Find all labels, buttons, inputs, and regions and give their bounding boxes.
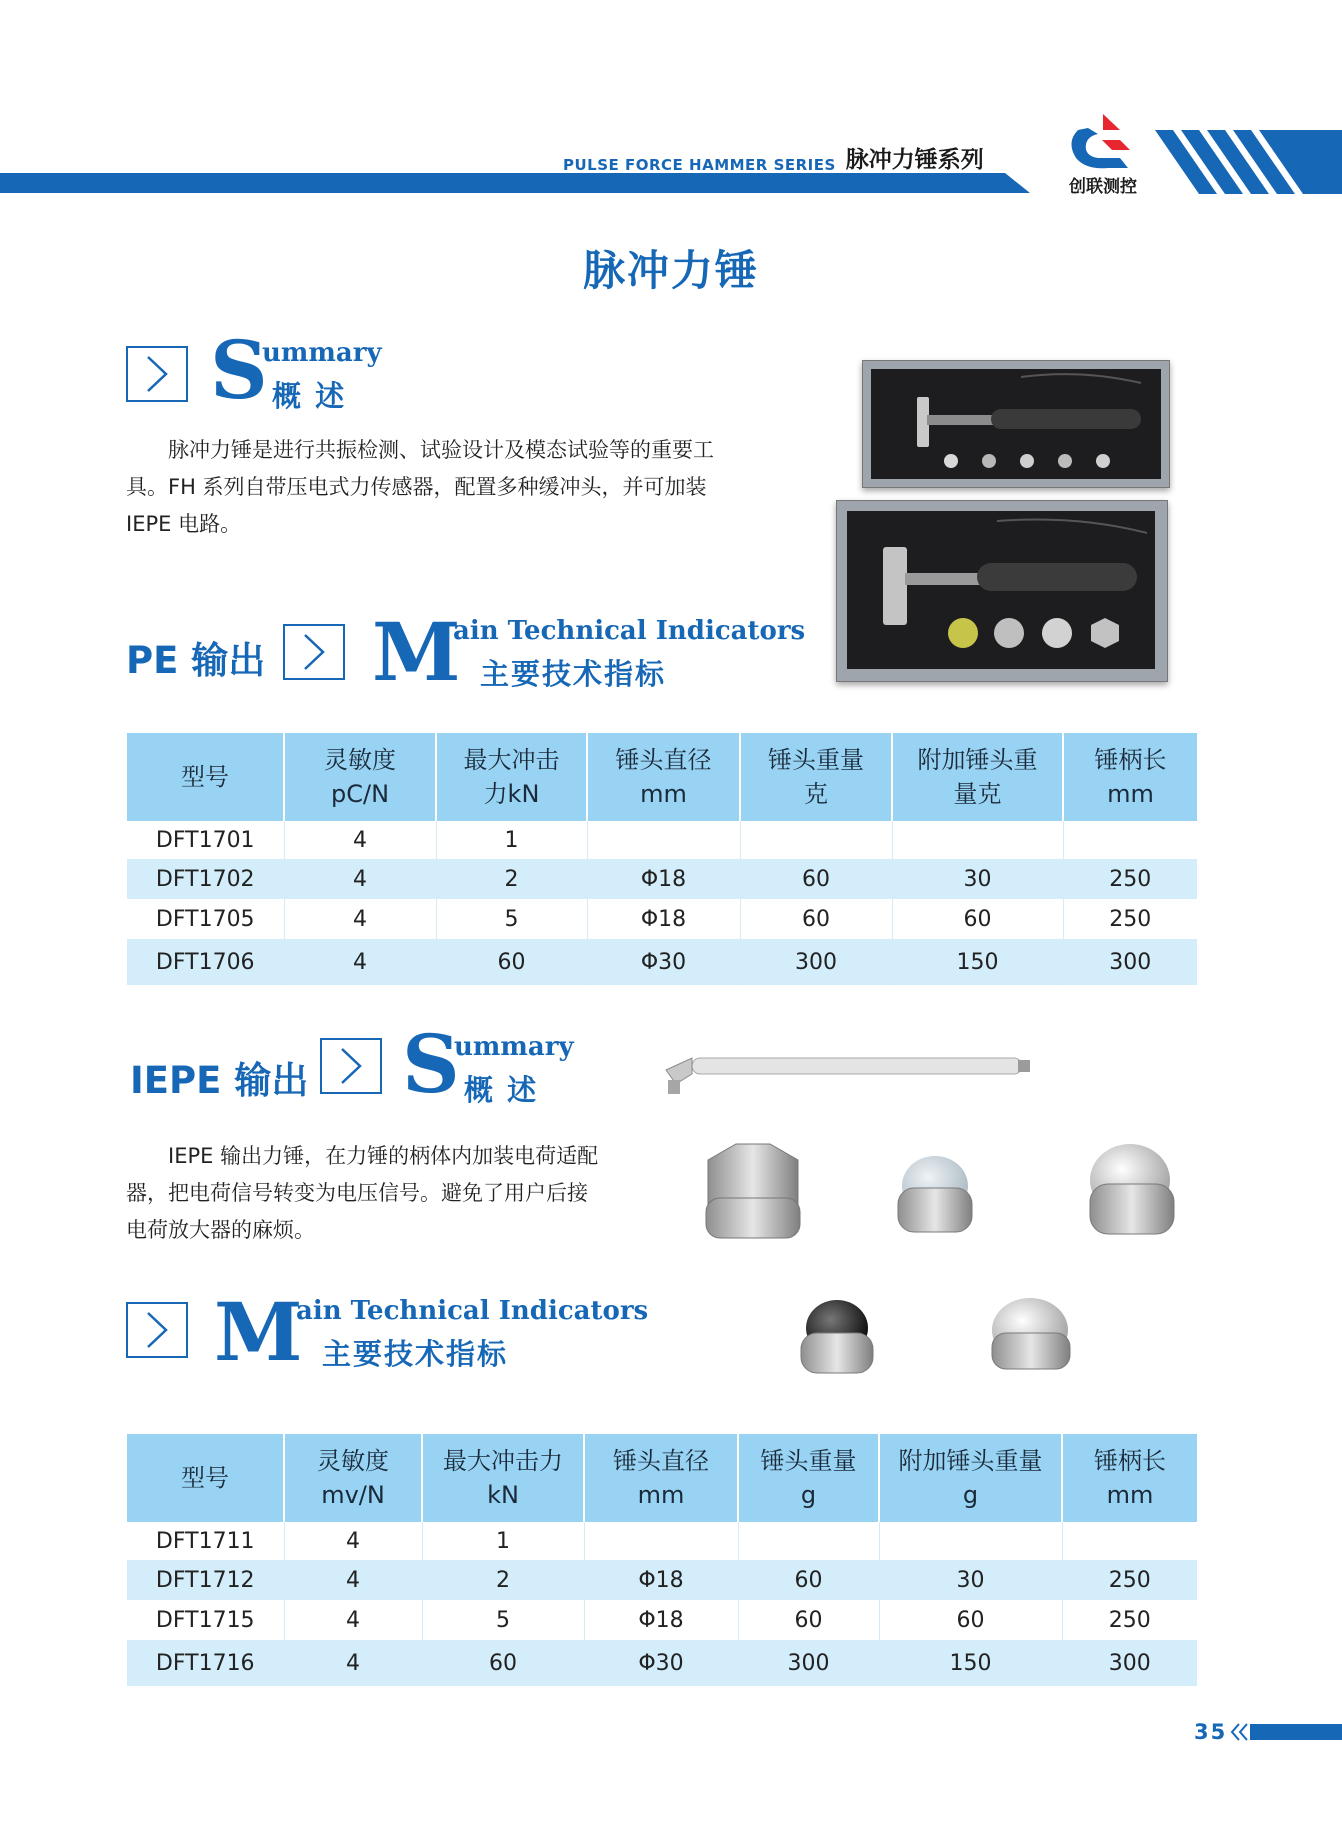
hammer-tips-photo [700,1138,1190,1388]
table-cell: 60 [738,1600,879,1640]
paragraph-line: 脉冲力锤是进行共振检测、试验设计及模态试验等的重要工 [126,438,714,462]
summary-heading-en: ummary [454,1032,574,1062]
column-header: 锤头直径 mm [587,733,740,821]
column-header: 灵敏度 pC/N [284,733,436,821]
table-cell: DFT1716 [127,1640,284,1686]
table-cell: 250 [1108,1607,1151,1633]
iepe-output-label: IEPE 输出 [130,1059,309,1102]
chevron-right-icon [126,1302,188,1358]
brand-name: 创联测控 [1069,177,1137,197]
chevron-right-icon [126,346,188,402]
table-cell [1062,1522,1197,1560]
table-cell: 4 [284,1640,422,1686]
double-chevron-left-icon [1230,1723,1250,1741]
table-cell: 2 [436,859,587,899]
table-cell: DFT1715 [127,1600,284,1640]
table-cell: DFT1701 [127,821,284,859]
column-header: 锤头直径 mm [584,1434,738,1522]
indicators-heading-en: ain Technical Indicators [453,616,806,646]
heading-initial-m: M [372,605,461,699]
column-header: 最大冲击力 kN [422,1434,584,1522]
column-header: 灵敏度 mv/N [284,1434,422,1522]
table-cell [879,1522,1062,1560]
table-row [127,1640,1197,1686]
table-cell: Φ18 [587,859,740,899]
table-cell: 60 [740,899,892,939]
table-cell: 4 [284,899,436,939]
table-cell: 4 [284,939,436,985]
table-cell: DFT1711 [127,1522,284,1560]
table-cell: Φ18 [587,899,740,939]
column-header: 附加锤头重 量克 [892,733,1063,821]
table-row [127,1560,1197,1600]
table-row [127,1600,1197,1640]
table-cell: 30 [892,859,1063,899]
table-cell: 4 [284,859,436,899]
table-cell: 60 [738,1560,879,1600]
table-cell: DFT1702 [127,859,284,899]
summary-paragraph [126,432,786,543]
heading-initial-s: S [402,1017,460,1111]
table-cell [1063,821,1197,859]
paragraph-line: IEPE 输出力锤，在力锤的柄体内加装电荷适配 [126,1144,599,1168]
series-title-cn: 脉冲力锤系列 [845,146,984,173]
table-cell: 60 [436,939,587,985]
table-cell: 300 [738,1640,879,1686]
header-bar [0,173,1030,193]
column-header: 型号 [127,1434,284,1522]
indicators-heading-en: ain Technical Indicators [296,1296,649,1326]
table-cell [587,821,740,859]
paragraph-line: 电荷放大器的麻烦。 [126,1218,315,1242]
column-header: 最大冲击 力kN [436,733,587,821]
page-title: 脉冲力锤 [582,246,759,295]
hammer-handle-photo [662,1044,1034,1104]
table-cell: 250 [1062,1560,1197,1600]
indicators-heading-cn: 主要技术指标 [322,1337,509,1371]
table-cell: 4 [284,821,436,859]
header-stripes [1155,130,1342,194]
table-row [127,1522,1197,1560]
table-cell: 150 [892,939,1063,985]
summary-heading-cn: 概 述 [464,1073,539,1107]
table-cell: 5 [436,899,587,939]
table-row [127,939,1197,985]
table-cell: 1 [436,821,587,859]
table-cell: DFT1712 [127,1560,284,1600]
paragraph-line: IEPE 电路。 [126,512,242,536]
table-cell: 250 [1063,859,1197,899]
table-row [127,821,1197,859]
table-cell: 60 [740,859,892,899]
paragraph-line: 具。FH 系列自带压电式力传感器，配置多种缓冲头，并可加装 [126,475,707,499]
chevron-right-icon [320,1038,382,1094]
table-cell: DFT1705 [127,899,284,939]
table-cell: 300 [1062,1640,1197,1686]
table-row [127,859,1197,899]
column-header: 附加锤头重量 g [879,1434,1062,1522]
table-cell [892,821,1063,859]
column-header: 锤柄长 mm [1063,733,1197,821]
spec-table-iepe [127,1434,1197,1686]
indicators-heading-cn: 主要技术指标 [480,657,667,691]
table-cell: 4 [284,1600,422,1640]
table-header-row [127,1434,1197,1522]
table-cell: Φ18 [584,1560,738,1600]
pe-output-label: PE 输出 [126,639,266,682]
heading-initial-s: S [210,323,268,417]
table-cell: 250 [1109,906,1152,932]
table-header-row [127,733,1197,821]
table-cell: 300 [740,939,892,985]
table-cell: Φ30 [587,939,740,985]
table-cell: 60 [422,1640,584,1686]
heading-initial-m: M [214,1285,303,1379]
table-cell: 1 [422,1522,584,1560]
column-header: 型号 [127,733,284,821]
table-cell: 150 [879,1640,1062,1686]
column-header: 锤柄长 mm [1062,1434,1197,1522]
table-cell: 30 [879,1560,1062,1600]
header-series [563,140,984,174]
table-cell: 4 [284,1522,422,1560]
table-cell: 5 [422,1600,584,1640]
iepe-summary-paragraph [126,1138,666,1249]
table-cell: 60 [879,1600,1062,1640]
table-cell [738,1522,879,1560]
page-number-bar [1186,1720,1342,1744]
table-cell: 300 [1063,939,1197,985]
column-header: 锤头重量 g [738,1434,879,1522]
series-title-en: PULSE FORCE HAMMER SERIES [563,156,836,174]
page-number: 35 [1194,1720,1228,1744]
table-cell: Φ18 [584,1600,738,1640]
table-cell: 60 [892,899,1063,939]
table-cell: 4 [284,1560,422,1600]
spec-table-pe [127,733,1197,985]
chevron-right-icon [283,624,345,680]
table-row [127,899,1197,939]
column-header: 锤头重量 克 [740,733,892,821]
table-cell: DFT1706 [127,939,284,985]
hammer-kit-photo [836,360,1166,700]
table-cell [740,821,892,859]
summary-heading-en: ummary [262,338,382,368]
table-cell: Φ30 [584,1640,738,1686]
table-cell: 2 [422,1560,584,1600]
summary-heading-cn: 概 述 [272,379,347,413]
table-cell [584,1522,738,1560]
paragraph-line: 器，把电荷信号转变为电压信号。避免了用户后接 [126,1181,588,1205]
